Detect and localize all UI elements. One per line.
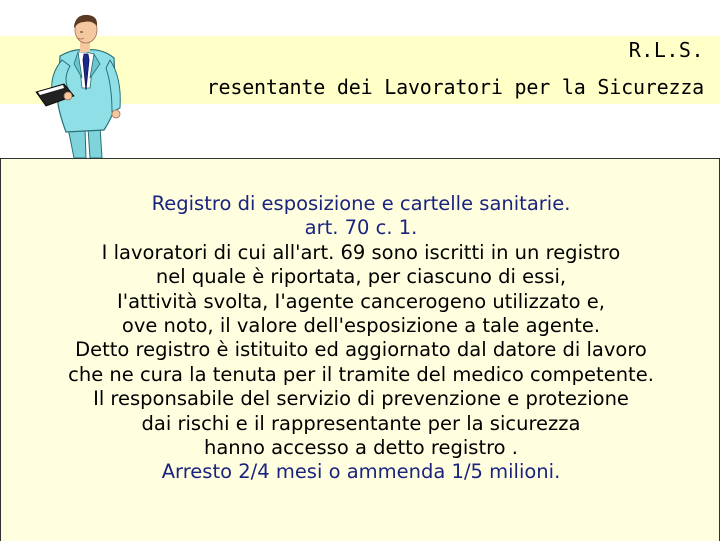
body-line: hanno accesso a detto registro .: [203, 436, 519, 460]
article-reference: art. 70 c. 1.: [304, 216, 418, 240]
businessman-reading-illustration: [30, 8, 140, 158]
body-line: ove noto, il valore dell'esposizione a tale agente.: [121, 314, 601, 338]
body-line: Detto registro è istituito ed aggiornato dal datore di lavoro: [75, 338, 647, 362]
body-line: che ne cura la tenuta per il tramite del medico competente.: [68, 362, 654, 386]
body-line: Il responsabile del servizio di prevenzione e protezione: [93, 387, 629, 411]
section-heading: Registro di esposizione e cartelle sanitarie.: [151, 192, 571, 215]
page-title: R.L.S.: [628, 38, 704, 62]
content-panel: [0, 158, 720, 541]
text-block: [1, 192, 720, 485]
body-line: I lavoratori di cui all'art. 69 sono iscritti in un registro: [101, 240, 621, 264]
penalty-line: Arresto 2/4 mesi o ammenda 1/5 milioni.: [161, 460, 561, 484]
page-subtitle: resentante dei Lavoratori per la Sicurezza: [206, 75, 704, 99]
body-line: I'attività svolta, I'agente cancerogeno utilizzato e,: [117, 289, 605, 313]
body-line: nel quale è riportata, per ciascuno di essi,: [155, 265, 567, 289]
body-line: dai rischi e il rappresentante per la sicurezza: [141, 411, 581, 435]
